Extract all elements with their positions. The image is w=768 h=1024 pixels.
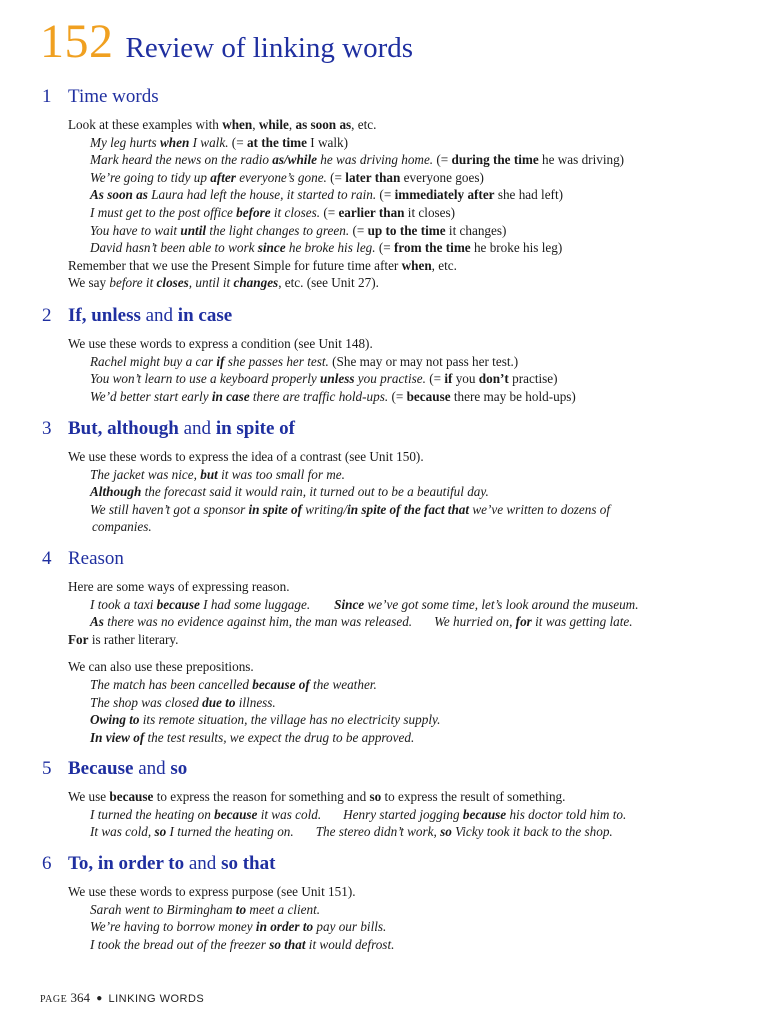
section-time-words — [42, 86, 738, 292]
body-line: We use these words to express a condition (see Unit 148). — [68, 336, 373, 351]
example-line: The match has been cancelled because of the weather. — [90, 676, 377, 692]
section-title: If, unless and in case — [68, 305, 233, 326]
section-number: 6 — [42, 853, 52, 874]
example-line: As there was no evidence against him, the man was released. We hurried on, for it was getting late. — [90, 614, 633, 630]
unit-title: Review of linking words — [125, 32, 414, 64]
section-but-although-in-spite-of — [42, 418, 738, 536]
body-line: We use because to express the reason for something and so to express the result of something. — [68, 789, 566, 804]
body-line: We say before it closes, until it changes, etc. (see Unit 27). — [68, 275, 379, 291]
section-because-and-so — [42, 758, 738, 841]
example-line: The shop was closed due to illness. — [90, 694, 276, 710]
section-title: To, in order to and so that — [68, 853, 276, 874]
example-line: We’d better start early in case there are traffic hold-ups. (= because there may be hold-ups) — [90, 388, 576, 404]
section-heading — [42, 86, 738, 108]
section-number: 4 — [42, 548, 52, 569]
example-line: We’re having to borrow money in order to pay our bills. — [90, 919, 387, 935]
example-line: Mark heard the news on the radio as/while he was driving home. (= during the time he was driving) — [90, 152, 625, 168]
example-line: I took a taxi because I had some luggage. Since we’ve got some time, let’s look around the museum. — [90, 596, 639, 612]
body-line: We can also use these prepositions. — [68, 659, 254, 675]
body-line: Here are some ways of expressing reason. — [68, 579, 290, 594]
page-footer — [40, 990, 204, 1006]
example-line: I must get to the post office before it closes. (= earlier than it closes) — [90, 204, 456, 220]
example-line: Rachel might buy a car if she passes her test. (She may or may not pass her test.) — [90, 353, 519, 369]
body-line: Remember that we use the Present Simple for future time after when, etc. — [68, 257, 457, 273]
section-if-unless-in-case — [42, 305, 738, 405]
section-number: 5 — [42, 758, 52, 779]
section-heading — [42, 305, 738, 327]
body-line: We use these words to express the idea of a contrast (see Unit 150). — [68, 449, 424, 464]
example-line: The jacket was nice, but it was too small for me. — [90, 466, 345, 482]
section-title: Time words — [68, 86, 159, 107]
section-number: 1 — [42, 86, 52, 107]
example-line: Owing to its remote situation, the village has no electricity supply. — [90, 712, 441, 728]
section-title: Reason — [68, 548, 124, 569]
bullet-icon: ● — [96, 993, 103, 1004]
section-number: 3 — [42, 418, 52, 439]
body-line: We use these words to express purpose (see Unit 151). — [68, 884, 356, 899]
example-line: companies. — [92, 519, 152, 535]
section-title: But, although and in spite of — [68, 418, 295, 439]
section-heading — [42, 758, 738, 780]
section-to-in-order-to-so-that — [42, 853, 738, 953]
section-heading — [42, 418, 738, 440]
example-line: I turned the heating on because it was cold. Henry started jogging because his doctor told him to. — [90, 806, 627, 822]
page-number: 364 — [70, 990, 90, 1005]
example-line: Sarah went to Birmingham to meet a client. — [90, 901, 321, 917]
example-line: We’re going to tidy up after everyone’s gone. (= later than everyone goes) — [90, 169, 484, 185]
example-line: You have to wait until the light changes to green. (= up to the time it changes) — [90, 222, 507, 238]
body-line: For is rather literary. — [68, 631, 179, 647]
body-line: Look at these examples with when, while, as soon as, etc. — [68, 117, 377, 132]
example-line: We still haven’t got a sponsor in spite of writing/in spite of the fact that we’ve written to dozens of — [90, 501, 611, 517]
example-line: It was cold, so I turned the heating on. The stereo didn’t work, so Vicky took it back to the shop. — [90, 824, 613, 840]
section-heading — [42, 548, 738, 570]
example-line: Although the forecast said it would rain, it turned out to be a beautiful day. — [90, 484, 489, 500]
example-line: David hasn’t been able to work since he broke his leg. (= from the time he broke his leg) — [90, 240, 563, 256]
example-line: You won’t learn to use a keyboard properly unless you practise. (= if you don’t practise) — [90, 371, 558, 387]
example-line: As soon as Laura had left the house, it started to rain. (= immediately after she had left) — [90, 187, 564, 203]
section-number: 2 — [42, 305, 52, 326]
section-heading — [42, 853, 738, 875]
section-reason — [42, 548, 738, 746]
example-line: My leg hurts when I walk. (= at the time I walk) — [90, 134, 349, 150]
unit-number: 152 — [40, 15, 114, 68]
unit-header — [40, 14, 413, 69]
footer-topic: LINKING WORDS — [108, 993, 205, 1005]
example-line: In view of the test results, we expect the drug to be approved. — [90, 729, 415, 745]
section-title: Because and so — [68, 758, 188, 779]
example-line: I took the bread out of the freezer so that it would defrost. — [90, 936, 395, 952]
page-label: PAGE — [40, 994, 68, 1005]
